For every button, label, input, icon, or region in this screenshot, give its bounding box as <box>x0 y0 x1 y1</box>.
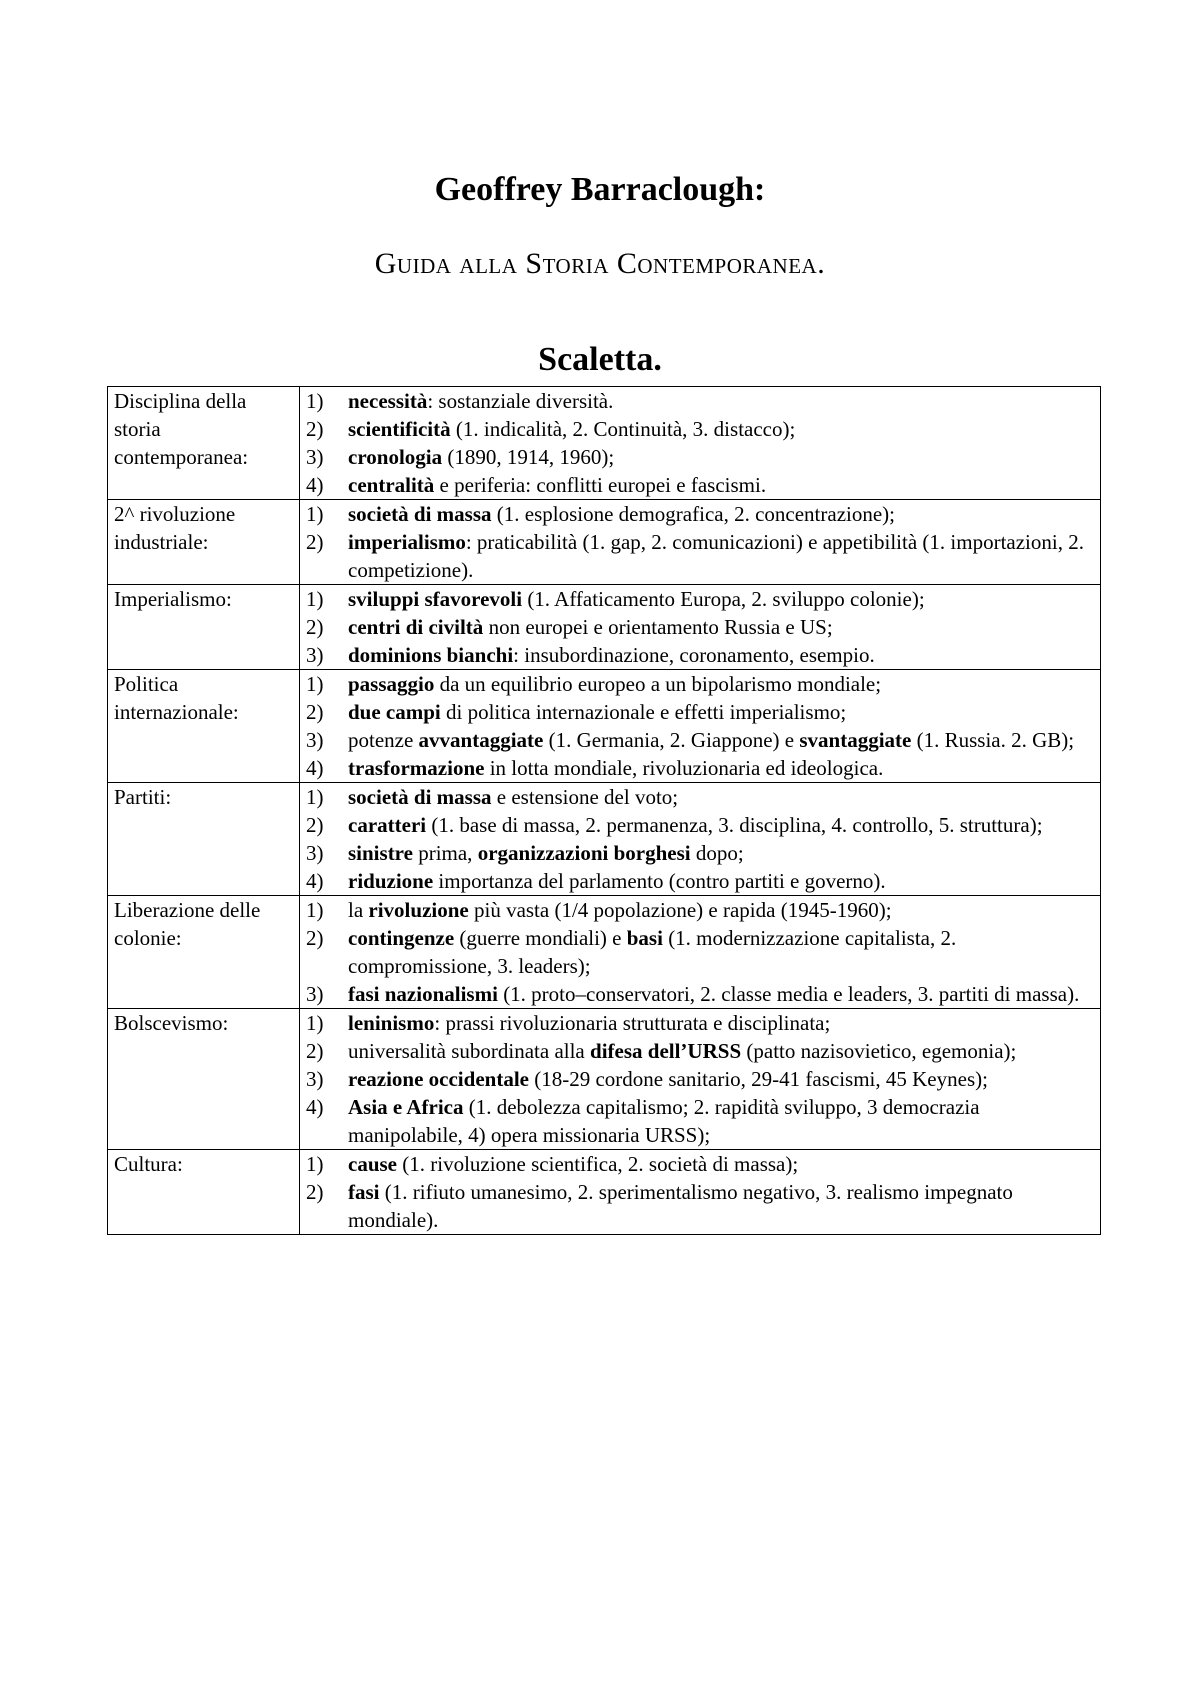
outline-row <box>108 896 1101 1009</box>
point-list <box>306 1150 1096 1234</box>
item-text-segment: : sostanziale diversità. <box>427 389 614 413</box>
item-text-segment: (1. rifiuto umanesimo, 2. sperimentalismo negativo, 3. realismo impegnato mondiale). <box>348 1180 1013 1232</box>
item-number: 4) <box>306 473 324 497</box>
item-text <box>348 443 1096 471</box>
item-number: 4) <box>306 869 324 893</box>
item-text-segment: universalità subordinata alla <box>348 1039 591 1063</box>
item-number: 3) <box>306 445 324 469</box>
list-item <box>306 471 1096 499</box>
list-item <box>306 726 1096 754</box>
point-list <box>306 896 1096 1008</box>
bold-term: sinistre <box>348 841 413 865</box>
list-item <box>306 980 1096 1008</box>
bold-term: cronologia <box>348 445 443 469</box>
item-text <box>348 613 1096 641</box>
item-text-segment: più vasta (1/4 popolazione) e rapida (1945-1960); <box>468 898 892 922</box>
item-text-segment: la <box>348 898 369 922</box>
list-item <box>306 415 1096 443</box>
list-item <box>306 528 1096 584</box>
point-list <box>306 585 1096 669</box>
list-item <box>306 896 1096 924</box>
item-text <box>348 500 1096 528</box>
item-number: 2) <box>306 1180 324 1204</box>
bold-term: cause <box>348 1152 397 1176</box>
bold-term: società di massa <box>348 502 492 526</box>
item-number: 1) <box>306 1011 324 1035</box>
list-item <box>306 1009 1096 1037</box>
outline-topic: Liberazione delle colonie: <box>108 896 300 1009</box>
bold-term: svantaggiate <box>799 728 912 752</box>
outline-points <box>300 670 1101 783</box>
outline-points <box>300 500 1101 585</box>
list-item <box>306 443 1096 471</box>
item-text <box>348 387 1096 415</box>
item-number: 1) <box>306 785 324 809</box>
outline-table-body <box>108 387 1101 1235</box>
item-text <box>348 867 1096 895</box>
item-text <box>348 783 1096 811</box>
item-number: 2) <box>306 813 324 837</box>
bold-term: leninismo <box>348 1011 435 1035</box>
item-text-segment: (1. base di massa, 2. permanenza, 3. disciplina, 4. controllo, 5. struttura); <box>426 813 1043 837</box>
bold-term: caratteri <box>348 813 427 837</box>
item-number: 3) <box>306 982 324 1006</box>
bold-term: scientificità <box>348 417 451 441</box>
list-item <box>306 783 1096 811</box>
outline-row <box>108 387 1101 500</box>
section-heading: Scaletta. <box>538 341 662 378</box>
outline-points <box>300 896 1101 1009</box>
bold-term: passaggio <box>348 672 435 696</box>
item-number: 2) <box>306 615 324 639</box>
outline-row <box>108 500 1101 585</box>
bold-term: fasi <box>348 1180 380 1204</box>
outline-points <box>300 585 1101 670</box>
item-text-segment: importanza del parlamento (contro partiti e governo). <box>433 869 886 893</box>
item-number: 1) <box>306 389 324 413</box>
item-text <box>348 641 1096 669</box>
item-number: 3) <box>306 1067 324 1091</box>
point-list <box>306 783 1096 895</box>
outline-points <box>300 783 1101 896</box>
item-number: 1) <box>306 672 324 696</box>
list-item <box>306 867 1096 895</box>
item-text-segment: (1. indicalità, 2. Continuità, 3. distacco); <box>450 417 796 441</box>
list-item <box>306 670 1096 698</box>
item-text <box>348 585 1096 613</box>
point-list <box>306 1009 1096 1149</box>
item-text <box>348 1093 1096 1149</box>
item-number: 2) <box>306 417 324 441</box>
item-text-segment: (18-29 cordone sanitario, 29-41 fascismi, 45 Keynes); <box>528 1067 988 1091</box>
list-item <box>306 924 1096 980</box>
bold-term: sviluppi sfavorevoli <box>348 587 523 611</box>
point-list <box>306 500 1096 584</box>
item-text <box>348 698 1096 726</box>
item-number: 3) <box>306 841 324 865</box>
bold-term: società di massa <box>348 785 492 809</box>
list-item <box>306 811 1096 839</box>
item-text-segment: : prassi rivoluzionaria strutturata e disciplinata; <box>434 1011 831 1035</box>
item-text <box>348 415 1096 443</box>
outline-points <box>300 1150 1101 1235</box>
item-text <box>348 670 1096 698</box>
bold-term: reazione occidentale <box>348 1067 529 1091</box>
item-text-segment: (1. rivoluzione scientifica, 2. società di massa); <box>397 1152 799 1176</box>
list-item <box>306 1037 1096 1065</box>
bold-term: fasi nazionalismi <box>348 982 498 1006</box>
document-title: Geoffrey Barraclough: <box>434 171 766 208</box>
item-text <box>348 471 1096 499</box>
item-number: 2) <box>306 700 324 724</box>
item-number: 4) <box>306 756 324 780</box>
item-text-segment: (1. Russia. 2. GB); <box>911 728 1075 752</box>
list-item <box>306 1065 1096 1093</box>
bold-term: basi <box>626 926 663 950</box>
bold-term: centri di civiltà <box>348 615 484 639</box>
bold-term: Asia e Africa <box>348 1095 464 1119</box>
list-item <box>306 1093 1096 1149</box>
item-text <box>348 1065 1096 1093</box>
item-text-segment: e periferia: conflitti europei e fascismi. <box>434 473 767 497</box>
list-item <box>306 1150 1096 1178</box>
item-text-segment: dopo; <box>690 841 744 865</box>
outline-row <box>108 1150 1101 1235</box>
item-text-segment: (1890, 1914, 1960); <box>442 445 615 469</box>
list-item <box>306 613 1096 641</box>
list-item <box>306 1178 1096 1234</box>
item-text-segment: prima, <box>412 841 478 865</box>
item-text-segment: (1. debolezza capitalismo; 2. rapidità sviluppo, 3 democrazia manipolabile, 4) opera missionaria URSS); <box>348 1095 980 1147</box>
bold-term: trasformazione <box>348 756 485 780</box>
item-text-segment: (patto nazisovietico, egemonia); <box>741 1039 1017 1063</box>
outline-topic: Bolscevismo: <box>108 1009 300 1150</box>
item-number: 3) <box>306 643 324 667</box>
item-number: 1) <box>306 502 324 526</box>
item-text-segment: non europei e orientamento Russia e US; <box>483 615 833 639</box>
bold-term: necessità <box>348 389 428 413</box>
item-number: 2) <box>306 926 324 950</box>
item-text <box>348 896 1096 924</box>
item-number: 1) <box>306 898 324 922</box>
item-number: 1) <box>306 587 324 611</box>
item-text-segment: (1. Affaticamento Europa, 2. sviluppo colonie); <box>522 587 925 611</box>
item-text <box>348 726 1096 754</box>
bold-term: riduzione <box>348 869 434 893</box>
outline-row <box>108 670 1101 783</box>
item-text-segment: da un equilibrio europeo a un bipolarismo mondiale; <box>434 672 882 696</box>
item-text-segment: (1. proto–conservatori, 2. classe media e leaders, 3. partiti di massa). <box>497 982 1080 1006</box>
item-text-segment: in lotta mondiale, rivoluzionaria ed ideologica. <box>484 756 884 780</box>
item-number: 3) <box>306 728 324 752</box>
bold-term: centralità <box>348 473 435 497</box>
outline-topic: Imperialismo: <box>108 585 300 670</box>
outline-row <box>108 585 1101 670</box>
item-number: 4) <box>306 1095 324 1119</box>
item-text-segment: (1. esplosione demografica, 2. concentrazione); <box>491 502 896 526</box>
item-text <box>348 1009 1096 1037</box>
item-text <box>348 754 1096 782</box>
outline-points <box>300 1009 1101 1150</box>
item-text-segment: (guerre mondiali) e <box>454 926 627 950</box>
list-item <box>306 839 1096 867</box>
outline-points <box>300 387 1101 500</box>
outline-topic: Partiti: <box>108 783 300 896</box>
point-list <box>306 387 1096 499</box>
item-number: 2) <box>306 530 324 554</box>
item-text-segment: potenze <box>348 728 419 752</box>
list-item <box>306 641 1096 669</box>
bold-term: dominions bianchi <box>348 643 514 667</box>
item-text-segment: e estensione del voto; <box>491 785 679 809</box>
item-text-segment: (1. modernizzazione capitalista, 2. compromissione, 3. leaders); <box>348 926 957 978</box>
item-text <box>348 528 1096 584</box>
item-text <box>348 811 1096 839</box>
outline-topic: Cultura: <box>108 1150 300 1235</box>
bold-term: difesa dell’URSS <box>590 1039 742 1063</box>
item-text <box>348 924 1096 980</box>
bold-term: organizzazioni borghesi <box>477 841 691 865</box>
list-item <box>306 387 1096 415</box>
item-number: 2) <box>306 1039 324 1063</box>
point-list <box>306 670 1096 782</box>
outline-topic: Disciplina della storia contemporanea: <box>108 387 300 500</box>
item-number: 1) <box>306 1152 324 1176</box>
outline-row <box>108 783 1101 896</box>
list-item <box>306 698 1096 726</box>
item-text-segment: : insubordinazione, coronamento, esempio. <box>513 643 875 667</box>
item-text <box>348 980 1096 1008</box>
outline-topic: 2^ rivoluzione industriale: <box>108 500 300 585</box>
item-text <box>348 1037 1096 1065</box>
item-text-segment: : praticabilità (1. gap, 2. comunicazioni) e appetibilità (1. importazioni, 2. competizione). <box>348 530 1084 582</box>
document-subtitle: Guida alla Storia Contemporanea. <box>374 247 826 280</box>
bold-term: rivoluzione <box>368 898 469 922</box>
outline-topic: Politica internazionale: <box>108 670 300 783</box>
list-item <box>306 585 1096 613</box>
bold-term: avvantaggiate <box>418 728 544 752</box>
outline-row <box>108 1009 1101 1150</box>
item-text-segment: (1. Germania, 2. Giappone) e <box>543 728 800 752</box>
item-text <box>348 839 1096 867</box>
item-text <box>348 1178 1096 1234</box>
outline-table <box>107 386 1101 1235</box>
bold-term: imperialismo <box>348 530 466 554</box>
item-text-segment: di politica internazionale e effetti imperialismo; <box>440 700 847 724</box>
item-text <box>348 1150 1096 1178</box>
bold-term: due campi <box>348 700 441 724</box>
list-item <box>306 500 1096 528</box>
bold-term: contingenze <box>348 926 455 950</box>
list-item <box>306 754 1096 782</box>
